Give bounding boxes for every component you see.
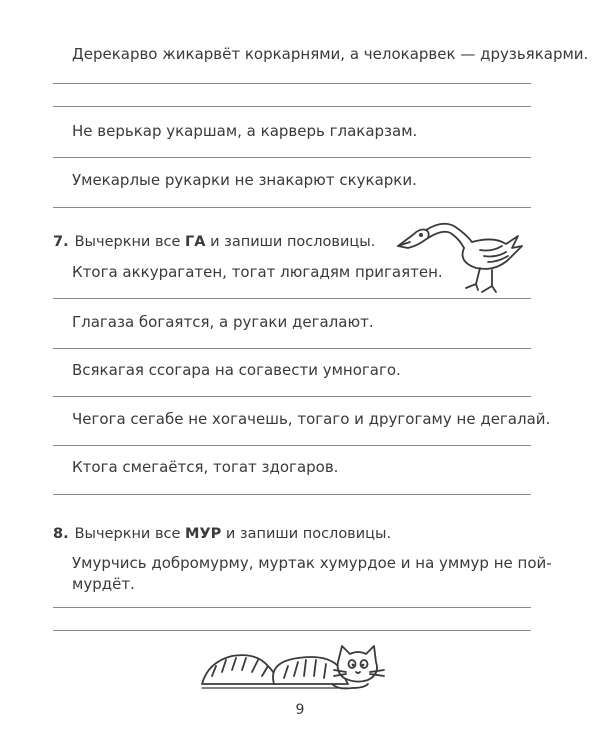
- writing-line: [53, 396, 531, 397]
- page-number: 9: [295, 702, 305, 718]
- writing-line: [53, 106, 531, 107]
- proverb-line: Умекарлые рукарки не знакарют скукарки.: [72, 171, 417, 189]
- proverb-line: Всякагая ссогара на согавести умногаго.: [72, 361, 401, 379]
- task-number: 7.: [53, 234, 69, 250]
- goose-illustration: [392, 212, 532, 298]
- task-highlight: МУР: [185, 526, 222, 542]
- proverb-line: Ктога смегаётся, тогат здогаров.: [72, 458, 339, 476]
- proverb-line-continuation: мурдёт.: [72, 575, 135, 593]
- writing-line: [53, 83, 531, 84]
- task-highlight: ГА: [185, 234, 206, 250]
- proverb-line: Ктога аккурагатен, тогат люгадям пригаятен.: [72, 263, 443, 281]
- proverb-line: Дерекарво жикарвёт коркарнями, а челокарвек — друзьякарми.: [72, 45, 589, 63]
- writing-line: [53, 157, 531, 158]
- proverb-line: Чегога сегабе не хогачешь, тогаго и другогаму не дегалай.: [72, 410, 551, 428]
- task-7-heading: 7. Вычеркни все ГА и запиши пословицы.: [53, 234, 376, 250]
- writing-line: [53, 207, 531, 208]
- writing-line: [53, 630, 531, 631]
- writing-line: [53, 607, 531, 608]
- proverb-line: Не верькар укаршам, а карверь глакарзам.: [72, 122, 418, 140]
- cat-illustration: [198, 632, 390, 694]
- proverb-line: Глагаза богаятся, а ругаки дегалают.: [72, 313, 374, 331]
- task-8-heading: 8. Вычеркни все МУР и запиши пословицы.: [53, 526, 392, 542]
- writing-line: [53, 298, 531, 299]
- task-number: 8.: [53, 526, 69, 542]
- writing-line: [53, 494, 531, 495]
- proverb-line: Умурчись добромурму, муртак хумурдое и на уммур не пой-: [72, 554, 552, 572]
- writing-line: [53, 445, 531, 446]
- writing-line: [53, 348, 531, 349]
